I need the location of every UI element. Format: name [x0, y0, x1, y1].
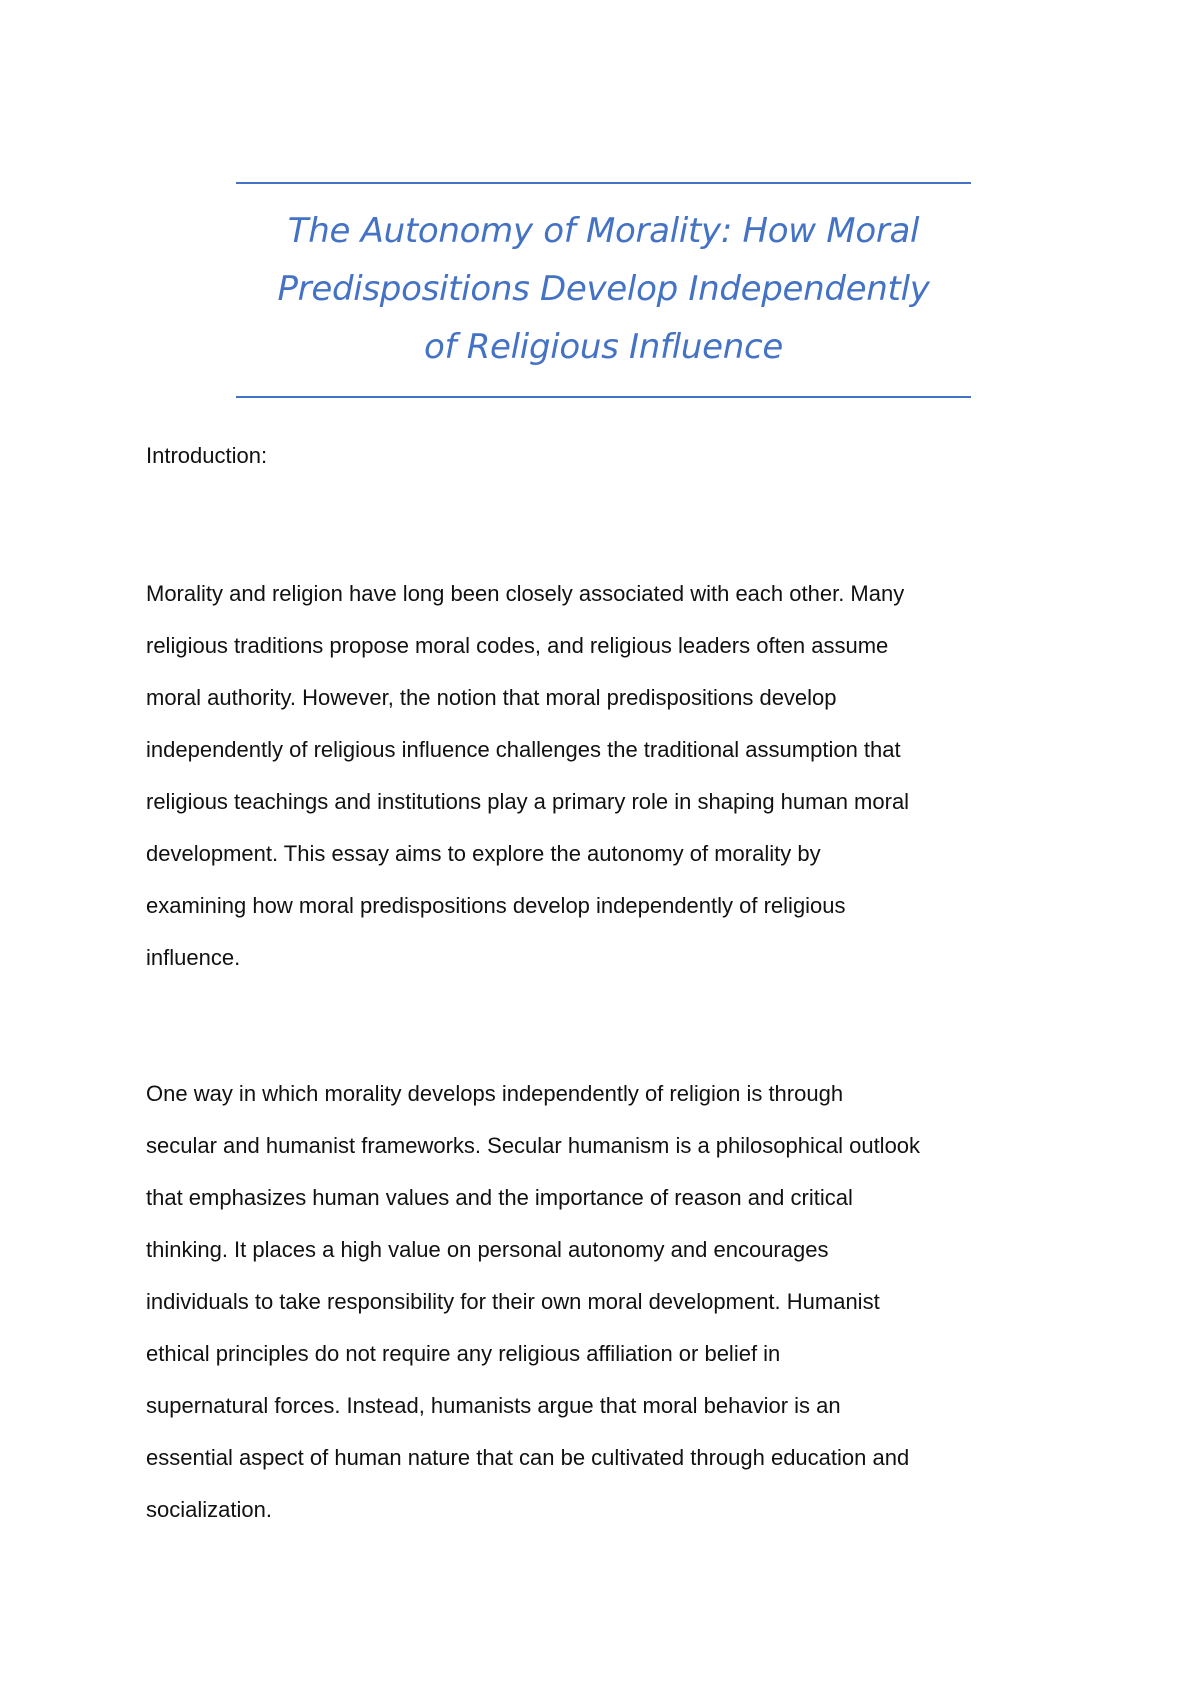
- paragraph-line: supernatural forces. Instead, humanists argue that moral behavior is an: [146, 1393, 841, 1418]
- title-line: The Autonomy of Morality: How Moral: [287, 211, 920, 251]
- paragraph-intro: [146, 568, 1086, 984]
- paragraph-line: independently of religious influence challenges the traditional assumption that: [146, 737, 901, 762]
- paragraph-line: One way in which morality develops independently of religion is through: [146, 1081, 844, 1106]
- paragraph-line: moral authority. However, the notion that moral predispositions develop: [146, 685, 837, 710]
- title-rule-bottom: [236, 396, 971, 398]
- paragraph-line: secular and humanist frameworks. Secular humanism is a philosophical outlook: [146, 1133, 921, 1158]
- document-title: [236, 202, 971, 376]
- paragraph-line: influence.: [146, 945, 241, 970]
- title-line: Predispositions Develop Independently: [277, 269, 930, 309]
- paragraph-line: thinking. It places a high value on personal autonomy and encourages: [146, 1237, 829, 1262]
- paragraph-line: socialization.: [146, 1497, 272, 1522]
- paragraph-line: essential aspect of human nature that can be cultivated through education and: [146, 1445, 910, 1470]
- paragraph-line: religious teachings and institutions play a primary role in shaping human moral: [146, 789, 910, 814]
- paragraph-line: development. This essay aims to explore the autonomy of morality by: [146, 841, 821, 866]
- section-heading: Introduction:: [146, 443, 268, 468]
- paragraph-secular-humanism: [146, 1068, 1086, 1536]
- paragraph-line: individuals to take responsibility for their own moral development. Humanist: [146, 1289, 880, 1314]
- title-line: of Religious Influence: [424, 327, 783, 367]
- title-rule-top: [236, 182, 971, 184]
- paragraph-line: religious traditions propose moral codes, and religious leaders often assume: [146, 633, 889, 658]
- paragraph-line: Morality and religion have long been closely associated with each other. Many: [146, 581, 905, 606]
- paragraph-line: ethical principles do not require any religious affiliation or belief in: [146, 1341, 781, 1366]
- paragraph-line: that emphasizes human values and the importance of reason and critical: [146, 1185, 853, 1210]
- paragraph-line: examining how moral predispositions develop independently of religious: [146, 893, 846, 918]
